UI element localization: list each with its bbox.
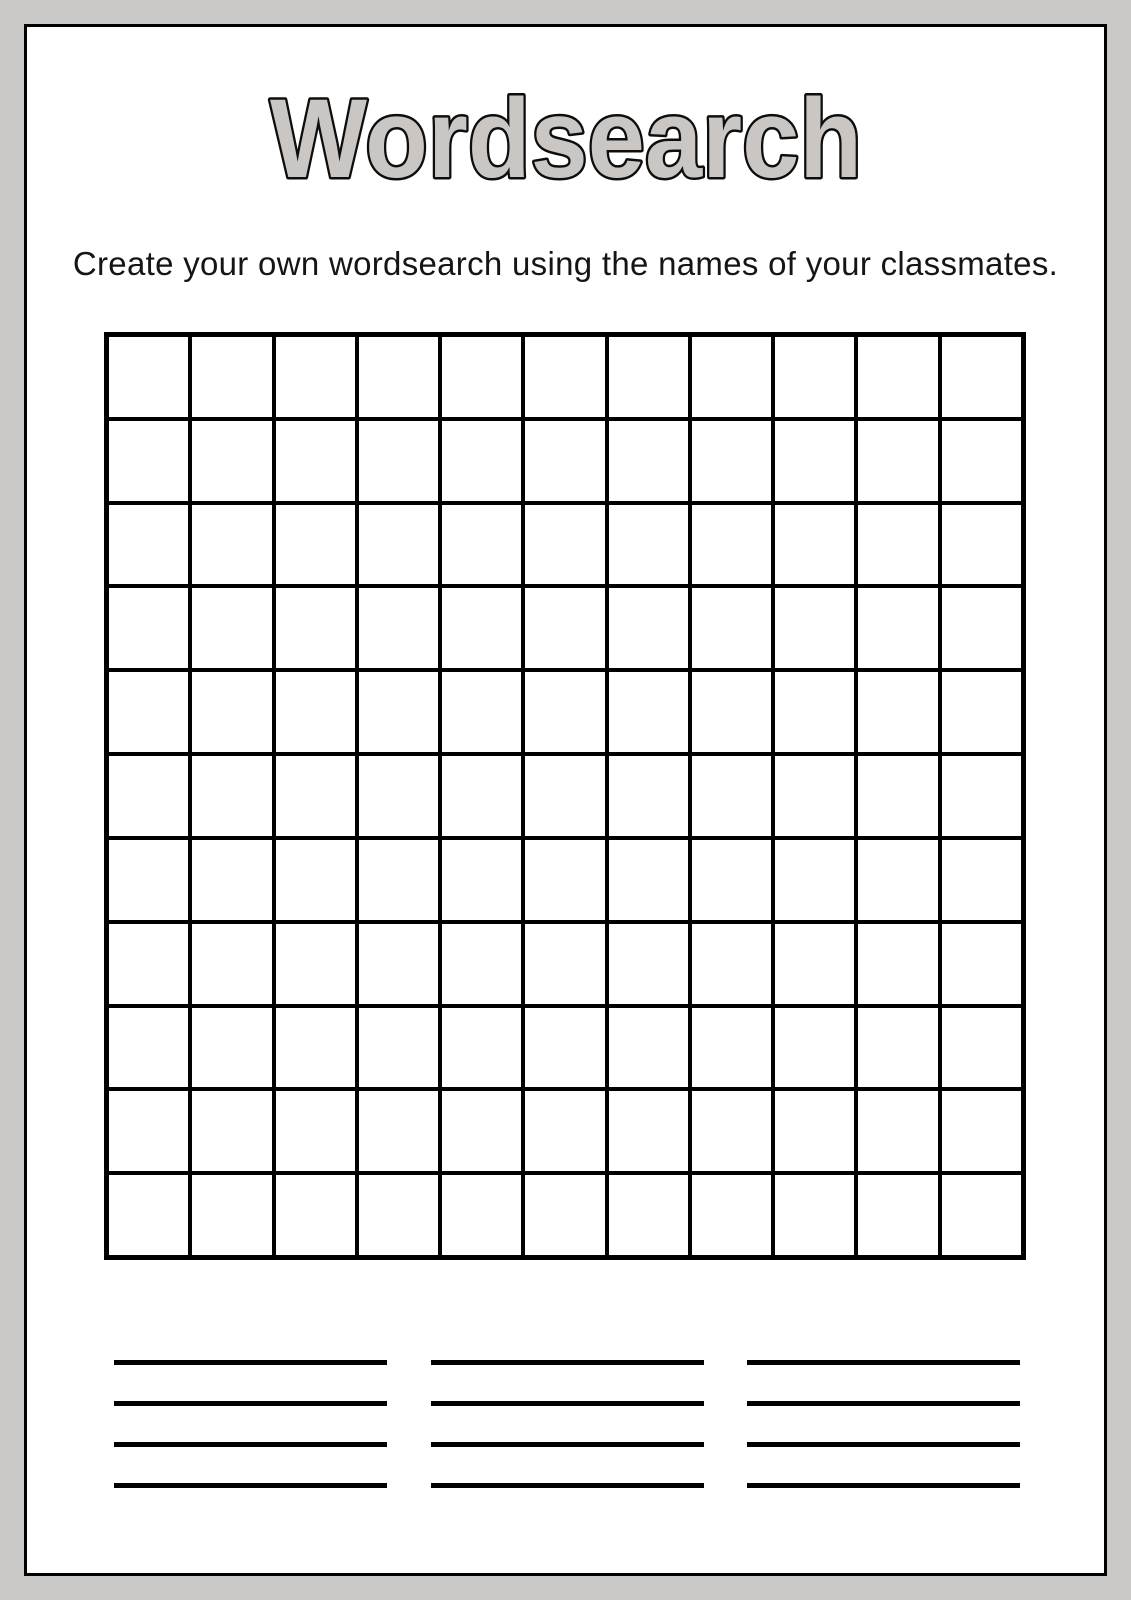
grid-cell — [192, 421, 271, 501]
grid-cell — [858, 505, 937, 585]
grid-cell — [609, 840, 688, 920]
grid-cell — [192, 840, 271, 920]
word-list-column — [114, 1360, 387, 1488]
grid-cell — [525, 1091, 604, 1171]
grid-cell — [276, 1008, 355, 1088]
grid-cell — [442, 421, 521, 501]
grid-cell — [276, 505, 355, 585]
word-blank-line — [431, 1483, 704, 1488]
grid-cell — [942, 588, 1021, 668]
grid-cell — [858, 1091, 937, 1171]
grid-cell — [692, 672, 771, 752]
grid-cell — [942, 840, 1021, 920]
grid-cell — [359, 337, 438, 417]
grid-cell — [858, 588, 937, 668]
grid-cell — [192, 337, 271, 417]
word-list-column — [431, 1360, 704, 1488]
grid-cell — [192, 505, 271, 585]
grid-cell — [775, 337, 854, 417]
grid-cell — [442, 1091, 521, 1171]
grid-cell — [858, 421, 937, 501]
word-list — [114, 1360, 1020, 1488]
grid-cell — [525, 1175, 604, 1255]
grid-cell — [609, 756, 688, 836]
grid-cell — [109, 1175, 188, 1255]
grid-cell — [775, 840, 854, 920]
grid-cell — [942, 1175, 1021, 1255]
grid-cell — [692, 337, 771, 417]
grid-cell — [942, 924, 1021, 1004]
grid-cell — [109, 421, 188, 501]
grid-cell — [525, 588, 604, 668]
grid-cell — [858, 337, 937, 417]
grid-cell — [942, 672, 1021, 752]
grid-cell — [525, 421, 604, 501]
grid-cell — [276, 756, 355, 836]
grid-cell — [109, 756, 188, 836]
grid-cell — [109, 1091, 188, 1171]
grid-cell — [109, 672, 188, 752]
grid-cell — [359, 756, 438, 836]
word-blank-line — [747, 1442, 1020, 1447]
grid-cell — [942, 1091, 1021, 1171]
grid-cell — [942, 421, 1021, 501]
grid-cell — [359, 672, 438, 752]
grid-cell — [692, 505, 771, 585]
grid-cell — [192, 924, 271, 1004]
grid-cell — [359, 840, 438, 920]
grid-cell — [192, 1008, 271, 1088]
grid-cell — [858, 840, 937, 920]
grid-cell — [858, 924, 937, 1004]
grid-cell — [858, 1175, 937, 1255]
grid-cell — [276, 421, 355, 501]
grid-cell — [609, 672, 688, 752]
grid-cell — [692, 421, 771, 501]
grid-cell — [109, 337, 188, 417]
grid-cell — [442, 588, 521, 668]
grid-cell — [609, 337, 688, 417]
grid-cell — [276, 1091, 355, 1171]
grid-cell — [525, 756, 604, 836]
grid-cell — [775, 1008, 854, 1088]
grid-cell — [775, 924, 854, 1004]
grid-cell — [276, 924, 355, 1004]
grid-cell — [692, 1008, 771, 1088]
grid-cell — [276, 672, 355, 752]
word-blank-line — [114, 1360, 387, 1365]
grid-cell — [858, 672, 937, 752]
word-blank-line — [747, 1483, 1020, 1488]
grid-cell — [692, 756, 771, 836]
grid-cell — [192, 756, 271, 836]
grid-cell — [609, 1091, 688, 1171]
grid-cell — [775, 672, 854, 752]
grid-cell — [192, 588, 271, 668]
grid-cell — [359, 505, 438, 585]
grid-cell — [692, 924, 771, 1004]
grid-cell — [359, 1091, 438, 1171]
page-title: Wordsearch — [269, 77, 862, 201]
grid-cell — [692, 588, 771, 668]
word-blank-line — [114, 1483, 387, 1488]
grid-cell — [858, 1008, 937, 1088]
grid-cell — [609, 588, 688, 668]
word-blank-line — [747, 1401, 1020, 1406]
instruction-text: Create your own wordsearch using the names of your classmates. — [72, 245, 1059, 282]
word-blank-line — [431, 1360, 704, 1365]
grid-cell — [359, 588, 438, 668]
word-list-column — [747, 1360, 1020, 1488]
grid-cell — [442, 1008, 521, 1088]
grid-cell — [775, 505, 854, 585]
grid-cell — [109, 505, 188, 585]
word-blank-line — [431, 1442, 704, 1447]
grid-cell — [442, 756, 521, 836]
grid-cell — [109, 1008, 188, 1088]
grid-cell — [609, 505, 688, 585]
grid-cell — [359, 1008, 438, 1088]
grid-cell — [609, 1175, 688, 1255]
grid-cell — [609, 421, 688, 501]
grid-cell — [692, 1175, 771, 1255]
wordsearch-grid — [104, 332, 1026, 1260]
word-blank-line — [431, 1401, 704, 1406]
word-blank-line — [114, 1442, 387, 1447]
grid-cell — [942, 1008, 1021, 1088]
grid-cell — [276, 1175, 355, 1255]
grid-cell — [359, 924, 438, 1004]
grid-cell — [525, 337, 604, 417]
word-blank-line — [747, 1360, 1020, 1365]
grid-cell — [276, 588, 355, 668]
grid-cell — [775, 588, 854, 668]
grid-cell — [442, 337, 521, 417]
grid-cell — [109, 588, 188, 668]
grid-cell — [276, 337, 355, 417]
grid-cell — [442, 1175, 521, 1255]
grid-cell — [192, 1091, 271, 1171]
grid-cell — [192, 1175, 271, 1255]
grid-cell — [442, 505, 521, 585]
grid-cell — [442, 840, 521, 920]
grid-cell — [775, 1175, 854, 1255]
grid-cell — [692, 840, 771, 920]
grid-cell — [109, 924, 188, 1004]
grid-cell — [442, 924, 521, 1004]
grid-cell — [192, 672, 271, 752]
grid-cell — [525, 505, 604, 585]
grid-cell — [775, 421, 854, 501]
worksheet-page — [24, 24, 1107, 1576]
grid-cell — [525, 1008, 604, 1088]
grid-cell — [942, 337, 1021, 417]
grid-cell — [442, 672, 521, 752]
grid-cell — [525, 840, 604, 920]
grid-cell — [525, 924, 604, 1004]
grid-cell — [609, 1008, 688, 1088]
grid-cell — [359, 1175, 438, 1255]
grid-cell — [775, 756, 854, 836]
grid-cell — [359, 421, 438, 501]
grid-cell — [109, 840, 188, 920]
title-wrap — [27, 77, 1104, 217]
page-title-art — [216, 77, 916, 212]
grid-cell — [692, 1091, 771, 1171]
grid-cell — [942, 756, 1021, 836]
grid-cell — [858, 756, 937, 836]
grid-cell — [775, 1091, 854, 1171]
grid-cell — [609, 924, 688, 1004]
word-blank-line — [114, 1401, 387, 1406]
grid-cell — [276, 840, 355, 920]
grid-cell — [525, 672, 604, 752]
grid-cell — [942, 505, 1021, 585]
